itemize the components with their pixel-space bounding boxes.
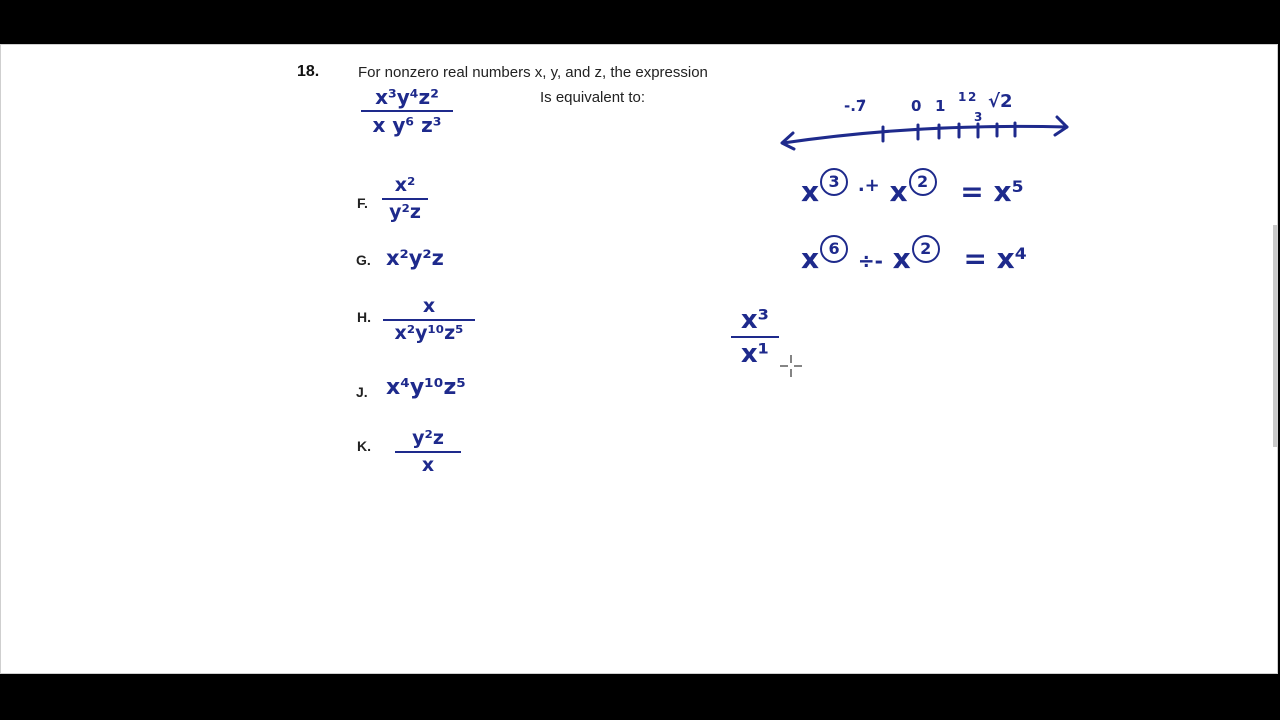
choice-f-letter: F. bbox=[357, 195, 368, 211]
label-zero: 0 bbox=[911, 97, 922, 115]
choice-g-expression: x²y²z bbox=[386, 246, 444, 270]
label-two-thirds-num: 2 bbox=[968, 90, 977, 104]
eq1-circled-exponent: 3 bbox=[820, 168, 848, 196]
choice-h-letter: H. bbox=[357, 309, 371, 325]
question-prompt-continued: Is equivalent to: bbox=[540, 89, 646, 106]
eq1-circled-exponent2: 2 bbox=[909, 168, 937, 196]
label-root-two: √2 bbox=[988, 91, 1013, 112]
eq2-circled-exponent: 6 bbox=[820, 235, 848, 263]
choice-f-numerator: x² bbox=[394, 174, 416, 196]
given-expression-numerator: x³y⁴z² bbox=[375, 85, 439, 109]
choice-k-denominator: x bbox=[421, 454, 435, 476]
eq1-base2: x bbox=[889, 175, 908, 208]
question-number: 18. bbox=[297, 63, 320, 80]
work-fraction bbox=[731, 307, 779, 367]
eq2-base2: x bbox=[892, 242, 911, 275]
question-prompt: For nonzero real numbers x, y, and z, the expression bbox=[358, 64, 708, 81]
eq1-result: = x⁵ bbox=[960, 175, 1024, 208]
work-fraction-denominator: x¹ bbox=[740, 339, 770, 369]
choice-k-letter: K. bbox=[357, 438, 371, 454]
choice-k-numerator: y²z bbox=[412, 427, 444, 449]
eq2-result: = x⁴ bbox=[963, 242, 1027, 275]
eq1-base: x bbox=[801, 175, 820, 208]
work-fraction-numerator: x³ bbox=[740, 305, 770, 335]
label-half-num: 1 bbox=[958, 90, 967, 104]
given-expression-denominator: x y⁶ z³ bbox=[372, 113, 442, 137]
fraction-bar bbox=[731, 336, 779, 338]
number-line-axis bbox=[783, 126, 1067, 143]
exponent-rule-divide bbox=[801, 239, 1027, 275]
choice-j-letter: J. bbox=[356, 384, 368, 400]
choice-j-expression: x⁴y¹⁰z⁵ bbox=[386, 375, 466, 400]
label-one: 1 bbox=[935, 97, 946, 115]
eq2-circled-exponent2: 2 bbox=[912, 235, 940, 263]
worksheet-page bbox=[0, 44, 1278, 674]
label-two-thirds-den: 3 bbox=[974, 110, 983, 124]
exponent-rule-multiply bbox=[801, 172, 1024, 208]
choice-h-denominator: x²y¹⁰z⁵ bbox=[394, 322, 464, 344]
pen-cursor-icon bbox=[780, 355, 802, 377]
number-line-sketch bbox=[1, 45, 1279, 675]
label-neg-point-seven: -.7̄ bbox=[844, 97, 867, 115]
choice-g-letter: G. bbox=[356, 252, 371, 268]
eq1-operator: .+ bbox=[857, 175, 880, 196]
choice-f-denominator: y²z bbox=[389, 201, 421, 223]
eq2-base: x bbox=[801, 242, 820, 275]
choice-h-numerator: x bbox=[422, 295, 436, 317]
eq2-operator: ÷- bbox=[857, 249, 883, 273]
